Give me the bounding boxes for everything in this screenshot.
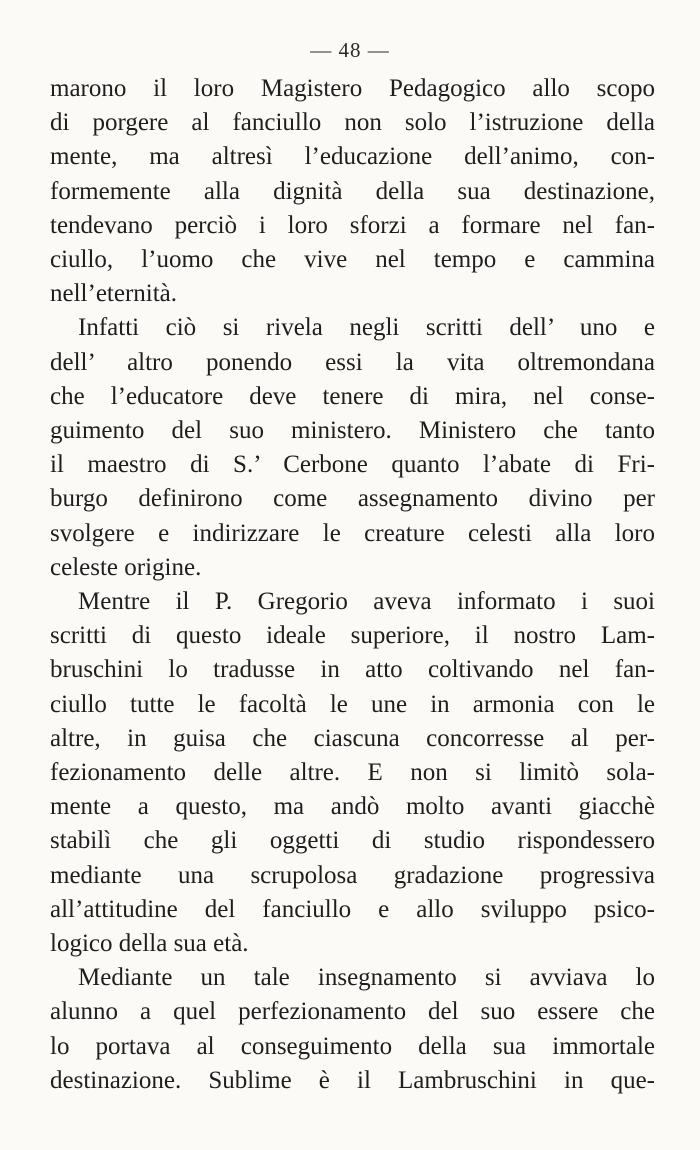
text-line: altre, in guisa che ciascuna concorresse al per- bbox=[50, 724, 655, 752]
paragraph-4 bbox=[50, 961, 655, 1098]
text-line: tendevano perciò i loro sforzi a formare nel fan- bbox=[50, 211, 655, 239]
text-line: Mentre il P. Gregorio aveva informato i suoi bbox=[78, 588, 655, 616]
text-line: lo portava al conseguimento della sua immortale bbox=[50, 1032, 655, 1060]
text-line: mente a questo, ma andò molto avanti giacchè bbox=[50, 793, 655, 821]
text-line: formemente alla dignità della sua destinazione, bbox=[50, 177, 655, 205]
text-line: dell’ altro ponendo essi la vita oltremondana bbox=[50, 348, 655, 376]
text-line: ciullo tutte le facoltà le une in armonia con le bbox=[50, 690, 655, 718]
text-line: di porgere al fanciullo non solo l’istruzione della bbox=[50, 109, 655, 137]
text-line: burgo definirono come assegnamento divino per bbox=[50, 485, 655, 513]
text-line: ciullo, l’uomo che vive nel tempo e cammina bbox=[50, 246, 655, 274]
text-line: nell’eternità. bbox=[50, 280, 178, 308]
text-line: alunno a quel perfezionamento del suo essere che bbox=[50, 998, 655, 1026]
text-line: mente, ma altresì l’educazione dell’animo, con- bbox=[50, 143, 655, 171]
text-line: stabilì che gli oggetti di studio rispondessero bbox=[50, 827, 655, 855]
text-line: il maestro di S.’ Cerbone quanto l’abate di Fri- bbox=[50, 451, 655, 479]
text-line: scritti di questo ideale superiore, il nostro Lam- bbox=[50, 622, 655, 650]
text-line: all’attitudine del fanciullo e allo sviluppo psico- bbox=[50, 895, 655, 923]
text-line: Mediante un tale insegnamento si avviava lo bbox=[78, 964, 655, 992]
text-line: logico della sua età. bbox=[50, 930, 249, 958]
paragraph-1 bbox=[50, 72, 655, 311]
text-line: guimento del suo ministero. Ministero che tanto bbox=[50, 417, 655, 445]
text-line: destinazione. Sublime è il Lambruschini in que- bbox=[50, 1066, 655, 1094]
text-line: celeste origine. bbox=[50, 553, 202, 581]
text-line: svolgere e indirizzare le creature celesti alla loro bbox=[50, 519, 655, 547]
text-line: bruschini lo tradusse in atto coltivando nel fan- bbox=[50, 656, 655, 684]
text-line: che l’educatore deve tenere di mira, nel conse- bbox=[50, 382, 655, 410]
text-line: Infatti ciò si rivela negli scritti dell’ uno e bbox=[78, 314, 655, 342]
text-line: marono il loro Magistero Pedagogico allo scopo bbox=[50, 75, 655, 102]
text-line: fezionamento delle altre. E non si limitò sola- bbox=[50, 759, 655, 787]
text-line: mediante una scrupolosa gradazione progressiva bbox=[50, 861, 655, 889]
paragraph-3 bbox=[50, 585, 655, 961]
body-text bbox=[50, 72, 655, 1098]
page-number: — 48 — bbox=[310, 38, 390, 62]
paragraph-2 bbox=[50, 311, 655, 585]
